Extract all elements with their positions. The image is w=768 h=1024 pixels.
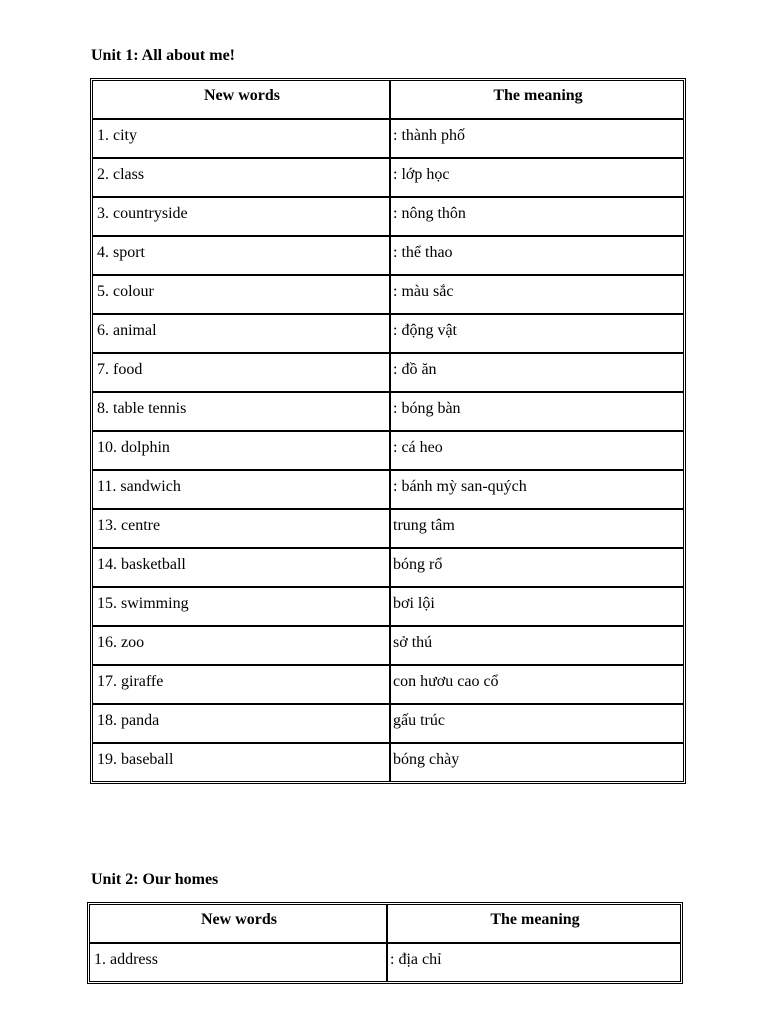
table-row — [92, 470, 684, 509]
table-row — [92, 509, 684, 548]
table-row — [92, 392, 684, 431]
meaning-cell: gấu trúc — [390, 704, 684, 743]
meaning-cell: sở thú — [390, 626, 684, 665]
word-cell: 1. city — [92, 119, 390, 158]
word-cell: 4. sport — [92, 236, 390, 275]
word-cell: 19. baseball — [92, 743, 390, 782]
meaning-cell: : màu sắc — [390, 275, 684, 314]
table-row — [92, 353, 684, 392]
meaning-cell: bóng rổ — [390, 548, 684, 587]
table-row — [89, 943, 681, 982]
table-row — [92, 587, 684, 626]
word-cell: 14. basketball — [92, 548, 390, 587]
meaning-cell: : thể thao — [390, 236, 684, 275]
table-row — [92, 548, 684, 587]
meaning-cell: bơi lội — [390, 587, 684, 626]
table-row — [92, 119, 684, 158]
header-new-words: New words — [92, 80, 390, 119]
word-cell: 11. sandwich — [92, 470, 390, 509]
unit-2-vocabulary-table — [87, 902, 683, 984]
word-cell: 15. swimming — [92, 587, 390, 626]
table-row — [92, 431, 684, 470]
unit-1-title: Unit 1: All about me! — [91, 47, 235, 64]
word-cell: 7. food — [92, 353, 390, 392]
table-row — [92, 197, 684, 236]
table-row — [92, 665, 684, 704]
word-cell: 6. animal — [92, 314, 390, 353]
meaning-cell: : bánh mỳ san-quých — [390, 470, 684, 509]
meaning-cell: : thành phố — [390, 119, 684, 158]
header-the-meaning: The meaning — [390, 80, 684, 119]
word-cell: 13. centre — [92, 509, 390, 548]
meaning-cell: : lớp học — [390, 158, 684, 197]
meaning-cell: : bóng bàn — [390, 392, 684, 431]
unit-2-rows — [89, 943, 681, 982]
table-row — [92, 236, 684, 275]
word-cell: 10. dolphin — [92, 431, 390, 470]
header-new-words: New words — [89, 904, 387, 943]
table-row — [92, 704, 684, 743]
unit-1-vocabulary-table — [90, 78, 686, 784]
header-the-meaning: The meaning — [387, 904, 681, 943]
table-header-row — [92, 80, 684, 119]
table-row — [92, 275, 684, 314]
word-cell: 17. giraffe — [92, 665, 390, 704]
word-cell: 5. colour — [92, 275, 390, 314]
word-cell: 16. zoo — [92, 626, 390, 665]
unit-2-title: Unit 2: Our homes — [91, 871, 219, 888]
table-row — [92, 314, 684, 353]
word-cell: 2. class — [92, 158, 390, 197]
unit-1-rows — [92, 119, 684, 782]
meaning-cell: : cá heo — [390, 431, 684, 470]
word-cell: 1. address — [89, 943, 387, 982]
table-row — [92, 743, 684, 782]
table-header-row — [89, 904, 681, 943]
meaning-cell: con hươu cao cổ — [390, 665, 684, 704]
table-row — [92, 626, 684, 665]
meaning-cell: : động vật — [390, 314, 684, 353]
table-row — [92, 158, 684, 197]
meaning-cell: : địa chỉ — [387, 943, 681, 982]
meaning-cell: : đồ ăn — [390, 353, 684, 392]
word-cell: 3. countryside — [92, 197, 390, 236]
word-cell: 18. panda — [92, 704, 390, 743]
word-cell: 8. table tennis — [92, 392, 390, 431]
meaning-cell: trung tâm — [390, 509, 684, 548]
meaning-cell: : nông thôn — [390, 197, 684, 236]
meaning-cell: bóng chày — [390, 743, 684, 782]
